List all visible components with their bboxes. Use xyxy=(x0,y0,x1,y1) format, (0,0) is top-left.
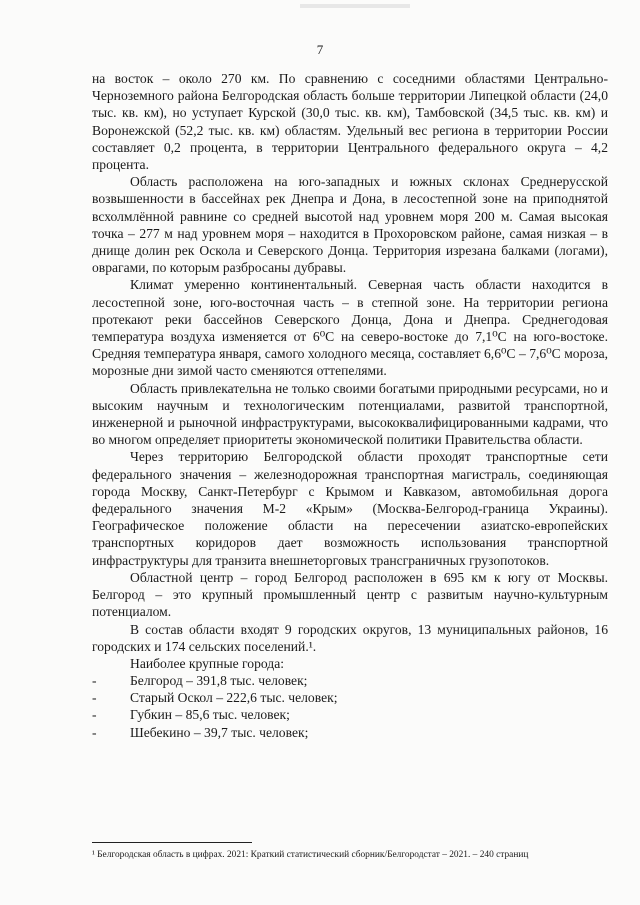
list-item xyxy=(92,689,608,706)
footnote-separator xyxy=(92,842,252,843)
paragraph-climate: Климат умеренно континентальный. Северная часть области находится в лесостепной зоне, юго-восточная часть – в степной зоне. На территории региона протекают реки бассейнов Северского Донца, Дона и Днепра. Среднегодовая температура воздуха изменяется от 6⁰С на северо-востоке до 7,1⁰С на юго-востоке. Средняя температура января, самого холодного месяца, составляет 6,6⁰С – 7,6⁰С мороза, морозные дни зимой часто сменяются оттепелями. xyxy=(92,277,608,379)
page-number: 7 xyxy=(316,42,324,57)
list-dash: - xyxy=(92,690,97,706)
list-item-text: Шебекино – 39,7 тыс. человек; xyxy=(130,724,309,740)
paragraph-largest-cities: Наиболее крупные города: xyxy=(130,655,285,671)
paragraph-regional-center: Областной центр – город Белгород расположен в 695 км к югу от Москвы. Белгород – это крупный промышленный центр с развитым научно-культурным потенциалом. xyxy=(92,569,608,620)
paragraph-area-comparison: на восток – около 270 км. По сравнению с соседними областями Центрально-Черноземного района Белгородская область больше территории Липецкой области (24,0 тыс. кв. км), но уступает Курской (30,0 тыс. кв. км), Тамбовской (34,5 тыс. кв. км) и Воронежской (52,2 тыс. кв. км) областям. Удельный вес региона в территории России составляет 0,2 процента, в территории Центрального федерального округа – 4,2 процента. xyxy=(92,71,608,173)
list-item xyxy=(92,706,608,723)
paragraph-transport: Через территорию Белгородской области проходят транспортные сети федерального значения – железнодорожная транспортная магистраль, соединяющая города Москву, Санкт-Петербург с Крымом и Кавказом, автомобильная дорога федерального значения М-2 «Крым» (Москва-Белгород-граница Украины). Географическое положение области на пересечении азиатско-европейских транспортных коридоров дает возможность использования транспортной инфраструктуры для транзита внешнеторговых трансграничных грузопотоков. xyxy=(92,449,608,568)
paragraph-geography: Область расположена на юго-западных и южных склонах Среднерусской возвышенности в бассейнах рек Днепра и Дона, в лесостепной зоне на приподнятой всхолмлённой равнине со средней высотой над уровнем моря 200 м. Самая высокая точка – 277 м над уровнем моря – находится в Прохоровском районе, самая низкая – в днище долин рек Оскола и Северского Донца. Территория изрезана балками (логами), оврагами, по которым разбросаны дубравы. xyxy=(92,174,608,276)
list-item-text: Старый Оскол – 222,6 тыс. человек; xyxy=(130,690,338,706)
list-item xyxy=(92,672,608,689)
list-item-text: Белгород – 391,8 тыс. человек; xyxy=(130,673,308,689)
city-list xyxy=(92,672,608,741)
paragraph-municipalities: В состав области входят 9 городских округов, 13 муниципальных районов, 16 городских и 174 сельских поселений.¹. xyxy=(92,621,608,654)
list-dash: - xyxy=(92,673,97,689)
body-text xyxy=(92,70,608,741)
paragraph-attractiveness: Область привлекательна не только своими богатыми природными ресурсами, но и высоким научным и технологическим потенциалами, развитой транспортной, инженерной и рыночной инфраструктурами, высококвалифицированными кадрами, что во многом определяет приоритеты экономической политики Правительства области. xyxy=(92,380,608,448)
list-item-text: Губкин – 85,6 тыс. человек; xyxy=(130,707,290,723)
list-dash: - xyxy=(92,707,97,723)
footnote: ¹ Белгородская область в цифрах. 2021: Краткий статистический сборник/Белгородстат – 2021. – 240 страниц xyxy=(92,850,529,860)
list-dash: - xyxy=(92,724,97,740)
list-item xyxy=(92,724,608,741)
scan-artifact xyxy=(300,4,410,8)
